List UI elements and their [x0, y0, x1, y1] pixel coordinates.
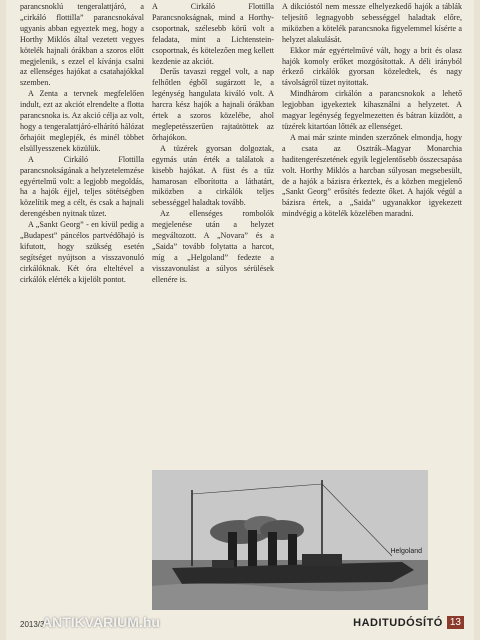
paragraph: Derűs tavaszi reggel volt, a nap felhőtlen égből sugárzott le, a legénység hangulata kiváló volt. A harcra kész hajók a hajnali órákban értek a szoros közelébe, ahol meglepetésszerűen rajtaütöttek az őrhajókon.	[152, 67, 274, 142]
paragraph: parancsnoklú tengeralattjáró, a „cirkáló flottilla” parancsnokával ugyanis abban egyeztek meg, hogy a Horthy Miklós által vezetett vegyes kötelék hajnali órákban a szoros előtt megjelenik, s ezzel el kívánja csalni az ellenséges hajókat a csatahajókkal szemben.	[20, 2, 144, 88]
magazine-page	[6, 0, 474, 640]
watermark-logo: ANTIKVARIUM.hu	[42, 614, 160, 630]
paragraph: A Cirkáló Flottilla parancsnokságának a helyzetelemzése egyértelmű volt: a legjobb megoldás, ha a hajók éjjel, teljes sötétségben közelítik meg a célt, és csak a hajnali derengésben nyitnak tüzet.	[20, 154, 144, 219]
paragraph: A Cirkáló Flottilla Parancsnokságnak, mind a Horthy-csoportnak, szélesebb körű volt a feladata, mint a Lichtenstein-csoportnak, és kötelezően meg kellett kezdenie az akciót.	[152, 2, 274, 66]
magazine-title: HADITUDÓSÍTÓ	[353, 616, 443, 629]
article-column-middle	[152, 2, 274, 462]
page-number: 13	[447, 616, 464, 629]
article-column-left	[20, 2, 144, 614]
paragraph: A tüzérek gyorsan dolgoztak, egymás után érték a találatok a kisebb hajókat. A füst és a tűz hamarosan elborította a láthatárt, miközben a cirkálók teljes sebességgel haladtak tovább.	[152, 143, 274, 208]
page-footer	[353, 616, 464, 629]
cruiser-illustration	[152, 470, 428, 610]
paragraph: A dikcióstól nem messze elhelyezkedő hajók a táblák teljesítő legnagyobb sebességgel haladtak előre, miközben a kötelék parancsnoka figyelemmel kísérte a helyzet alakulását.	[282, 2, 462, 44]
warship-photo	[152, 470, 428, 610]
photo-caption: Helgoland	[390, 548, 422, 555]
paragraph: Az ellenséges rombolók megjelenése után a helyzet megváltozott. A „Novara” és a „Saida” tovább folytatta a harcot, míg a „Helgoland” fedezte a visszavonulást a súlyos sérülések ellenére is.	[152, 209, 274, 284]
paragraph: A Zenta a tervnek megfelelően indult, ezt az akciót elrendelte a flotta parancsnoka is. Az akció célja az volt, hogy a tengeralattjáró-elhárító hálózat őrhajóit meglepjék, és minél többet elsüllyesszenek közülük.	[20, 89, 144, 153]
issue-number: 2013/3	[20, 620, 45, 629]
paragraph: Mindhárom cirkálón a parancsnokok a lehető legjobban igyekeztek kihasználni a helyzetet. A magyar legénység fegyelmezetten és bátran küzdött, a tüzérek kitartóan lőtték az ellenséget.	[282, 89, 462, 131]
paragraph: Ekkor már egyértelművé vált, hogy a brit és olasz hajók komoly erőket mozgósítottak. A déli irányból érkező cirkálók gyorsan közeledtek, és nagy távolságról tüzet nyitottak.	[282, 45, 462, 88]
paragraph: A „Sankt Georg” - en kívül pedig a „Budapest” páncélos partvédőhajó is kifutott, hogy szükség esetén segítséget nyújtson a visszavonuló cirkálóknak. Két óra elteltével a cirkálók elérték a kijelölt pontot.	[20, 220, 144, 284]
paragraph: A mai már szinte minden szerzőnek elmondja, hogy a csata az Osztrák–Magyar Monarchia haditengerészetének egyik legjelentősebb összecsapása volt. Horthy Miklós a harcban súlyosan megsebesült, de a hajók a bázisra érkeztek, és a közben megjelenő „Sankt Georg” erősítés fedezte őket. A hajók végül a bázisra értek, a „Saida” ugyanakkor igyekezett mindvégig a kötelék közelében maradni.	[282, 132, 462, 219]
